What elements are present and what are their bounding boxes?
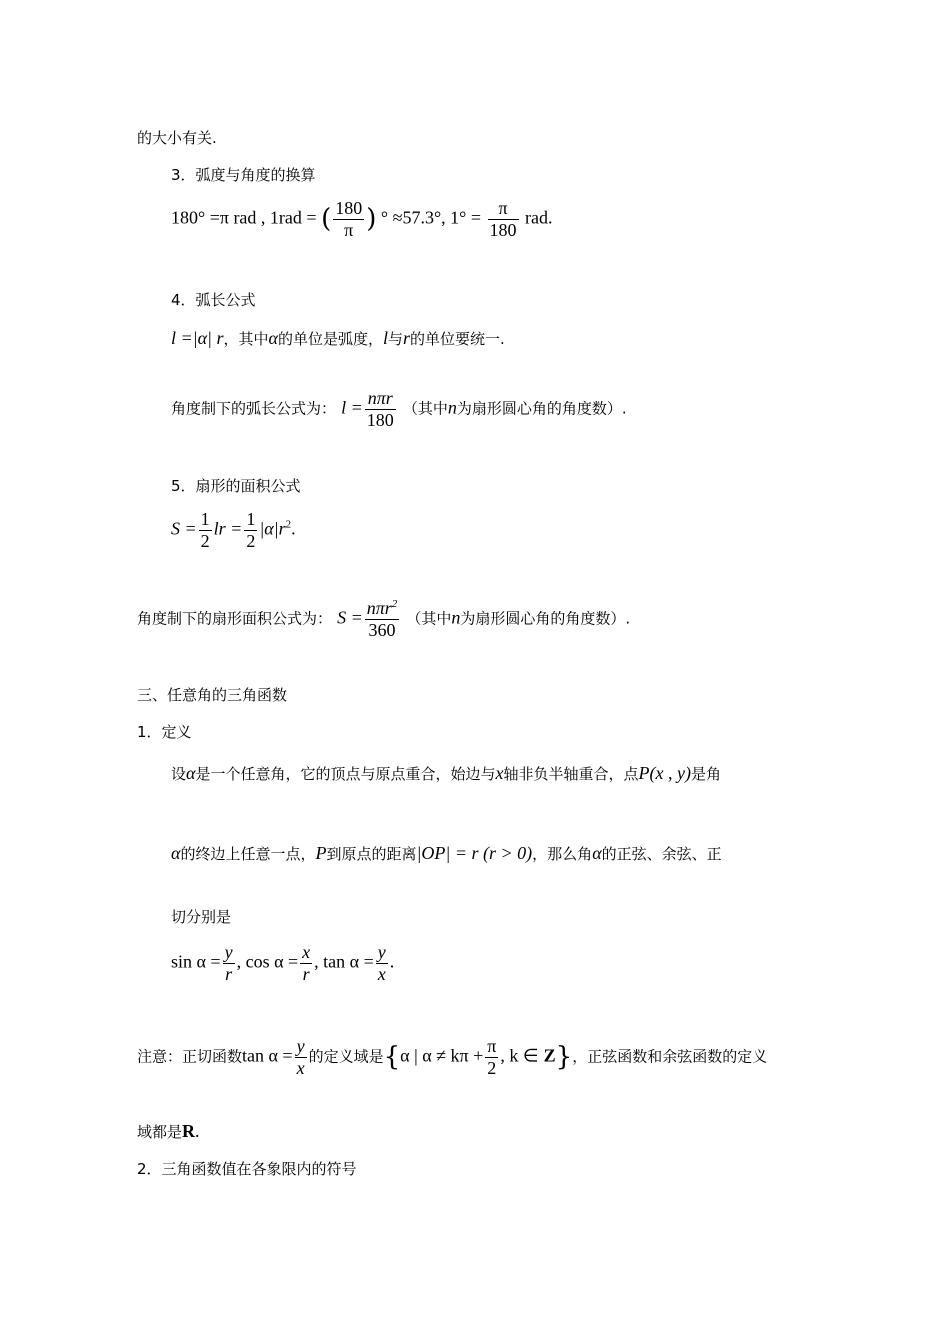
heading-definition: 1．定义 (137, 723, 192, 741)
heading-arc-length: 4．弧长公式 (171, 291, 256, 309)
arc-length-degree-line: 角度制下的弧长公式为： l = $\frac{\text{nπr}}{180}$ （其中n为扇形圆心角的角度数）. (171, 388, 627, 430)
formula-trig-definitions: sin α = $\frac{y}{r}$ , cos α = $\frac{x}{r}$ , tan α = $\frac{y}{x}$ . (171, 942, 395, 984)
heading-sector-area: 5．扇形的面积公式 (171, 477, 301, 495)
definition-line-1: 设α是一个任意角，它的顶点与原点重合，始边与x轴非负半轴重合，点P(x , y)是角 (171, 763, 721, 783)
heading-radian-conversion: 3．弧度与角度的换算 (171, 166, 316, 184)
note-domain-line-2: 域都是R. (137, 1121, 200, 1141)
sector-area-degree-line: 角度制下的扇形面积公式为： S = $\frac{n\pi r^2}{360}$ （其中n为扇形圆心角的角度数）. (137, 598, 631, 640)
definition-line-3: 切分别是 (171, 908, 232, 926)
definition-line-2: α的终边上任意一点，P到原点的距离|OP| = r (r > 0)，那么角α的正弦、余弦、正 (171, 843, 722, 863)
heading-trig-functions: 三、任意角的三角函数 (137, 686, 288, 704)
formula-conversion: 180° =π rad , 1rad = ( $\frac{180}{\pi}$ ) ° ≈57.3°, 1° = $\frac{\pi}{180}$ rad. (171, 198, 553, 240)
formula-sector-area: S = $\frac{1}{2}$ lr = $\frac{1}{2}$ $|\alpha|r^2$. (171, 509, 296, 551)
heading-quadrant-signs: 2．三角函数值在各象限内的符号 (137, 1160, 357, 1178)
intro-line: 的大小有关. (137, 129, 217, 147)
arc-length-line: l =|α| r，其中α的单位是弧度，l与r的单位要统一. (171, 328, 505, 348)
note-tangent-domain: 注意：正切函数tan α = $\frac{y}{x}$ 的定义域是{α | α ≠ kπ + $\frac{\pi}{2}$ , k ∈ Z}，正弦函数和余弦函数的定义 (137, 1036, 768, 1078)
